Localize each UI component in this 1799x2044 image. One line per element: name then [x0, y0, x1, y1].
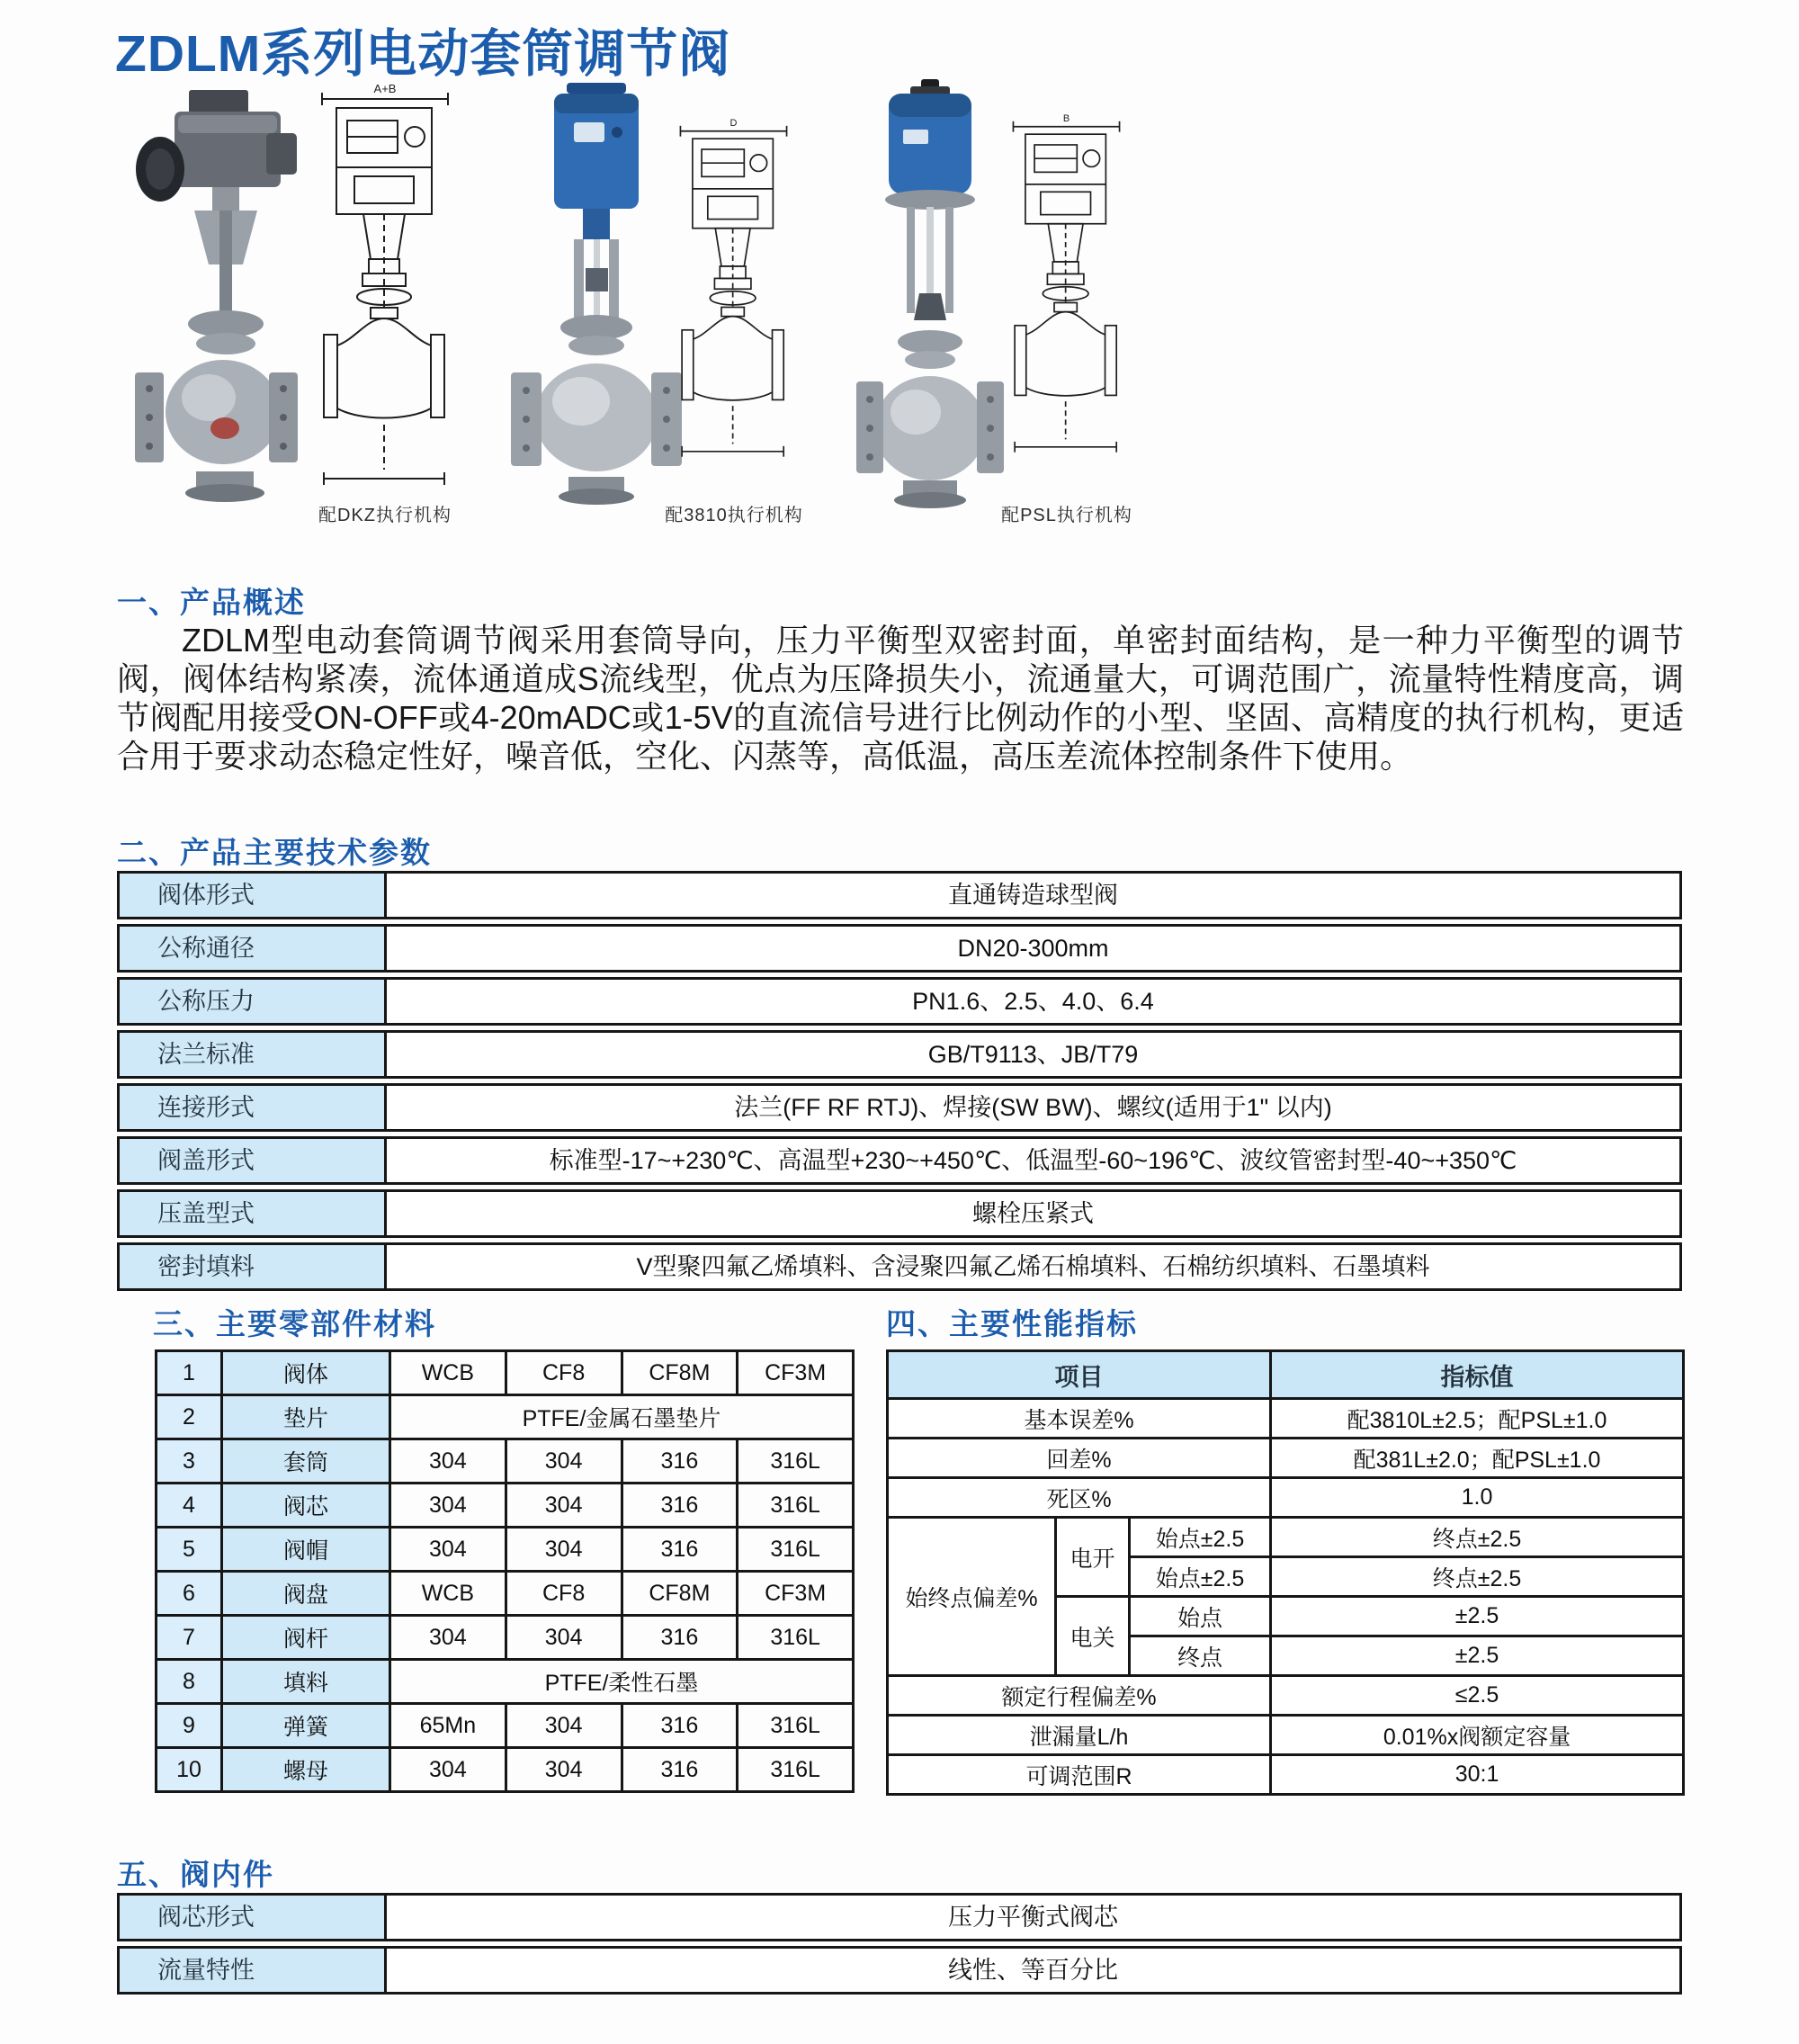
performance-row [888, 1399, 1684, 1439]
trim-value: 线性、等百分比 [387, 1946, 1682, 1995]
part-name: 弹簧 [222, 1704, 390, 1748]
valve-drawing-1-image [313, 83, 457, 492]
materials-row [157, 1528, 854, 1572]
material-cell: 304 [506, 1528, 622, 1572]
perf-value: ±2.5 [1271, 1636, 1684, 1676]
part-name: 阀杆 [222, 1616, 390, 1660]
performance-row [888, 1716, 1684, 1755]
drawing-1-dim-label: A+B [373, 83, 397, 95]
row-number: 6 [157, 1572, 222, 1616]
performance-table [886, 1349, 1685, 1796]
valve-photo-3 [856, 79, 1005, 511]
spec-label: 密封填料 [117, 1242, 387, 1291]
col-header-item: 项目 [888, 1351, 1271, 1399]
materials-row [157, 1351, 854, 1395]
valve-drawing-2-image [673, 94, 794, 486]
spec-row [117, 1242, 1682, 1291]
row-number: 4 [157, 1484, 222, 1528]
material-cell: 316L [738, 1528, 854, 1572]
material-cell: CF8 [506, 1572, 622, 1616]
material-cell: 304 [390, 1484, 506, 1528]
section-5-heading: 五、阀内件 [117, 1858, 274, 1891]
figure-caption-2: 配3810执行机构 [665, 506, 803, 525]
spec-row [117, 871, 1682, 919]
spec-label: 压盖型式 [117, 1189, 387, 1238]
deviation-sub: 始点 [1130, 1597, 1271, 1636]
material-cell: WCB [390, 1572, 506, 1616]
materials-row [157, 1395, 854, 1439]
spec-value: GB/T9113、JB/T79 [387, 1030, 1682, 1079]
spec-value: 螺栓压紧式 [387, 1189, 1682, 1238]
section-1-heading: 一、产品概述 [117, 586, 306, 619]
part-name: 阀盘 [222, 1572, 390, 1616]
perf-label: 可调范围R [888, 1755, 1271, 1795]
spec-value: PN1.6、2.5、4.0、6.4 [387, 977, 1682, 1026]
material-cell: 304 [506, 1439, 622, 1484]
perf-value: ≤2.5 [1271, 1676, 1684, 1716]
perf-value: 0.01%x阀额定容量 [1271, 1716, 1684, 1755]
overview-paragraph: ZDLM型电动套筒调节阀采用套筒导向，压力平衡型双密封面，单密封面结构，是一种力平衡型的调节阀，阀体结构紧凑，流体通道成S流线型，优点为压降损失小，流通量大，可调范围广，流量特性精度高，调节阀配用接受ON-OFF或4-20mADC或1-5V的直流信号进行比例动作的小型、坚固、高精度的执行机构，更适合用于要求动态稳定性好，噪音低，空化、闪蒸等，高低温，高压差流体控制条件下使用。 [117, 622, 1684, 775]
perf-value: 配3810L±2.5；配PSL±1.0 [1271, 1399, 1684, 1439]
deviation-sub: 始点±2.5 [1130, 1557, 1271, 1597]
perf-label: 泄漏量L/h [888, 1716, 1271, 1755]
spec-label: 连接形式 [117, 1083, 387, 1132]
deviation-sub: 终点 [1130, 1636, 1271, 1676]
material-cell: 316L [738, 1439, 854, 1484]
valve-drawing-1 [313, 83, 457, 492]
material-cell: PTFE/柔性石墨 [390, 1660, 854, 1704]
spec-label: 阀盖形式 [117, 1136, 387, 1185]
perf-label: 死区% [888, 1478, 1271, 1518]
material-cell: CF8M [622, 1351, 738, 1395]
material-cell: CF8M [622, 1572, 738, 1616]
material-cell: 316L [738, 1748, 854, 1792]
material-cell: 304 [390, 1439, 506, 1484]
material-cell: 316 [622, 1439, 738, 1484]
material-cell: 304 [506, 1616, 622, 1660]
spec-label: 公称通径 [117, 924, 387, 973]
spec-value: DN20-300mm [387, 924, 1682, 973]
material-cell: 304 [506, 1704, 622, 1748]
spec-label: 阀体形式 [117, 871, 387, 919]
material-cell: CF3M [738, 1572, 854, 1616]
col-header-value: 指标值 [1271, 1351, 1684, 1399]
performance-row [888, 1755, 1684, 1795]
part-name: 阀体 [222, 1351, 390, 1395]
spec-row [117, 924, 1682, 973]
spec-row [117, 1136, 1682, 1185]
figure-caption-3: 配PSL执行机构 [1001, 506, 1132, 525]
drawing-3-dim-label: B [1062, 112, 1070, 124]
materials-row [157, 1704, 854, 1748]
trim-label: 流量特性 [117, 1946, 387, 1995]
materials-table [155, 1349, 855, 1793]
valve-photo-1-image [133, 88, 300, 507]
materials-row [157, 1572, 854, 1616]
part-name: 螺母 [222, 1748, 390, 1792]
row-number: 9 [157, 1704, 222, 1748]
valve-drawing-3-image [1006, 85, 1127, 486]
perf-value: 30:1 [1271, 1755, 1684, 1795]
performance-row [888, 1439, 1684, 1478]
materials-row [157, 1748, 854, 1792]
row-number: 3 [157, 1439, 222, 1484]
material-cell: 65Mn [390, 1704, 506, 1748]
performance-row [888, 1676, 1684, 1716]
material-cell: 316 [622, 1704, 738, 1748]
materials-row [157, 1439, 854, 1484]
valve-photo-2-image [511, 83, 682, 510]
deviation-label: 始终点偏差% [888, 1518, 1056, 1676]
page-title: ZDLM系列电动套筒调节阀 [115, 25, 731, 83]
spec-label: 公称压力 [117, 977, 387, 1026]
drawing-2-dim-label: D [729, 117, 738, 129]
material-cell: 316 [622, 1528, 738, 1572]
deviation-open-label: 电开 [1056, 1518, 1130, 1597]
spec-label: 法兰标准 [117, 1030, 387, 1079]
figure-caption-1: 配DKZ执行机构 [318, 506, 452, 525]
perf-value: 终点±2.5 [1271, 1557, 1684, 1597]
material-cell: CF3M [738, 1351, 854, 1395]
materials-row [157, 1616, 854, 1660]
part-name: 套筒 [222, 1439, 390, 1484]
materials-row [157, 1484, 854, 1528]
material-cell: 316 [622, 1616, 738, 1660]
row-number: 8 [157, 1660, 222, 1704]
material-cell: 316L [738, 1704, 854, 1748]
row-number: 5 [157, 1528, 222, 1572]
material-cell: 304 [506, 1484, 622, 1528]
trim-table [117, 1893, 1682, 1999]
material-cell: 304 [390, 1616, 506, 1660]
performance-row [888, 1518, 1684, 1557]
part-name: 垫片 [222, 1395, 390, 1439]
section-2-heading: 二、产品主要技术参数 [117, 836, 432, 869]
trim-label: 阀芯形式 [117, 1893, 387, 1941]
spec-value: 直通铸造球型阀 [387, 871, 1682, 919]
spec-row [117, 1189, 1682, 1238]
valve-photo-1 [133, 88, 300, 507]
material-cell: CF8 [506, 1351, 622, 1395]
perf-value: ±2.5 [1271, 1597, 1684, 1636]
deviation-close-label: 电关 [1056, 1597, 1130, 1676]
material-cell: 316L [738, 1484, 854, 1528]
valve-photo-3-image [856, 79, 1005, 511]
row-number: 7 [157, 1616, 222, 1660]
performance-header-row [888, 1351, 1684, 1399]
perf-label: 回差% [888, 1439, 1271, 1478]
materials-row [157, 1660, 854, 1704]
perf-label: 额定行程偏差% [888, 1676, 1271, 1716]
material-cell: 304 [390, 1528, 506, 1572]
spec-table [117, 871, 1682, 1295]
perf-value: 配381L±2.0；配PSL±1.0 [1271, 1439, 1684, 1478]
spec-value: 法兰(FF RF RTJ)、焊接(SW BW)、螺纹(适用于1" 以内) [387, 1083, 1682, 1132]
trim-value: 压力平衡式阀芯 [387, 1893, 1682, 1941]
part-name: 阀帽 [222, 1528, 390, 1572]
section-4-heading: 四、主要性能指标 [886, 1307, 1138, 1340]
trim-row [117, 1893, 1682, 1941]
spec-row [117, 1083, 1682, 1132]
trim-row [117, 1946, 1682, 1995]
spec-row [117, 1030, 1682, 1079]
part-name: 阀芯 [222, 1484, 390, 1528]
material-cell: 316L [738, 1616, 854, 1660]
material-cell: 316 [622, 1748, 738, 1792]
material-cell: 304 [506, 1748, 622, 1792]
part-name: 填料 [222, 1660, 390, 1704]
spec-value: 标准型-17~+230℃、高温型+230~+450℃、低温型-60~196℃、波纹管密封型-40~+350℃ [387, 1136, 1682, 1185]
deviation-sub: 始点±2.5 [1130, 1518, 1271, 1557]
row-number: 10 [157, 1748, 222, 1792]
material-cell: PTFE/金属石墨垫片 [390, 1395, 854, 1439]
perf-label: 基本误差% [888, 1399, 1271, 1439]
section-3-heading: 三、主要零部件材料 [153, 1307, 436, 1340]
valve-photo-2 [511, 83, 682, 510]
perf-value: 1.0 [1271, 1478, 1684, 1518]
valve-drawing-3 [1006, 85, 1127, 486]
material-cell: WCB [390, 1351, 506, 1395]
valve-drawing-2 [673, 94, 794, 486]
perf-value: 终点±2.5 [1271, 1518, 1684, 1557]
row-number: 1 [157, 1351, 222, 1395]
spec-value: V型聚四氟乙烯填料、含浸聚四氟乙烯石棉填料、石棉纺织填料、石墨填料 [387, 1242, 1682, 1291]
spec-row [117, 977, 1682, 1026]
performance-row [888, 1478, 1684, 1518]
material-cell: 316 [622, 1484, 738, 1528]
row-number: 2 [157, 1395, 222, 1439]
material-cell: 304 [390, 1748, 506, 1792]
